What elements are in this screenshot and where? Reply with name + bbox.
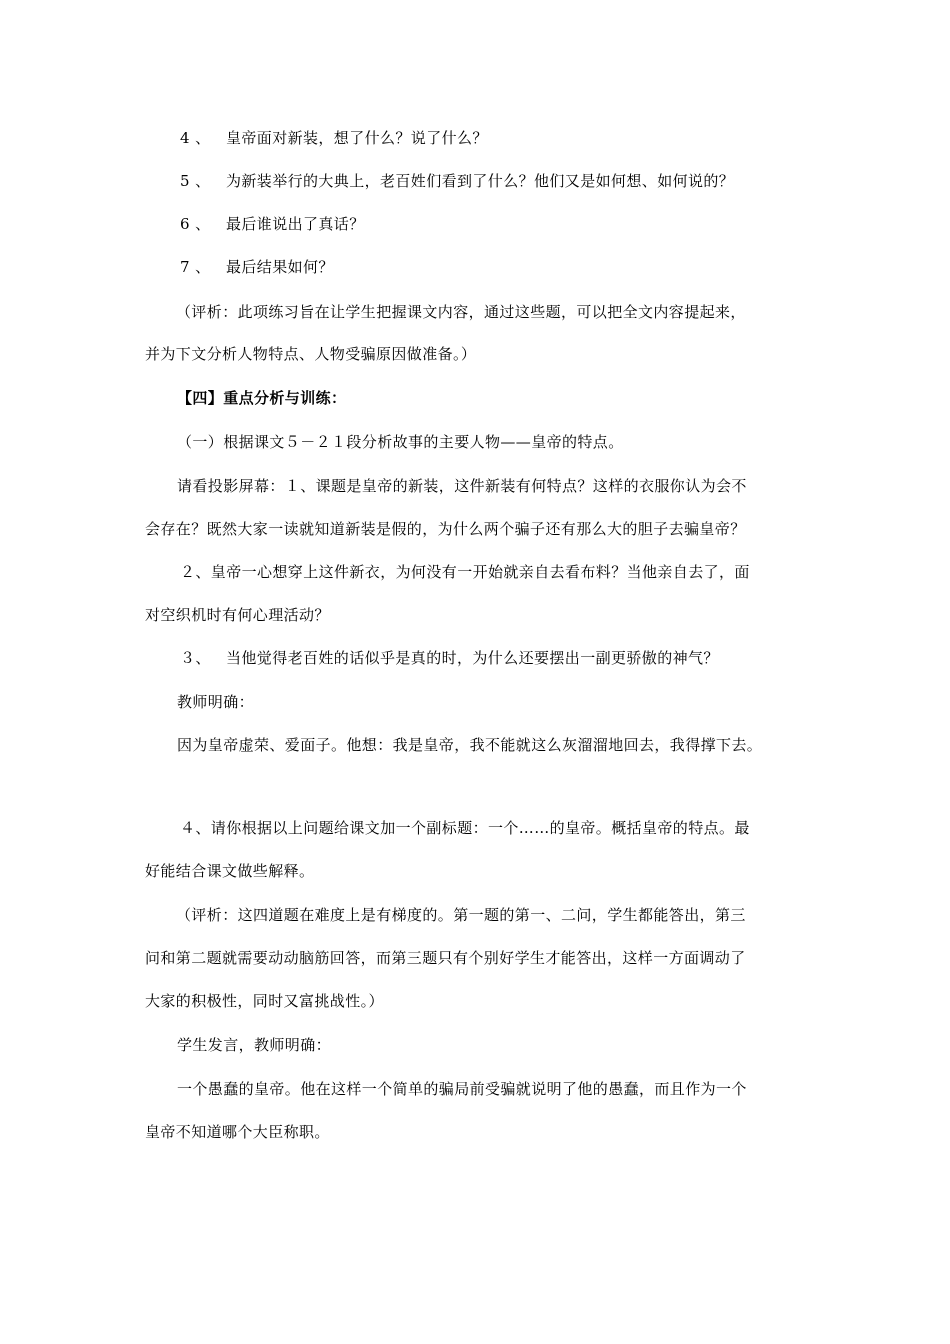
question-item: [180, 128, 488, 148]
paragraph-line: 请看投影屏幕：１、课题是皇帝的新装，这件新装有何特点？这样的衣服你认为会不: [177, 477, 747, 495]
question-text: 皇帝面对新装，想了什么？说了什么？: [226, 129, 488, 147]
paragraph-line: 一个愚蠢的皇帝。他在这样一个简单的骗局前受骗就说明了他的愚蠢，而且作为一个: [177, 1080, 747, 1098]
question-item: [180, 648, 719, 668]
paragraph-line: 会存在？既然大家一读就知道新装是假的，为什么两个骗子还有那么大的胆子去骗皇帝？: [145, 520, 746, 538]
question-number: 6 、: [180, 215, 211, 233]
section-heading: 【四】重点分析与训练：: [177, 389, 347, 407]
teacher-label: 学生发言，教师明确：: [177, 1036, 332, 1054]
comment-line: 大家的积极性，同时又富挑战性。）: [145, 992, 384, 1010]
comment-line: （评析：此项练习旨在让学生把握课文内容，通过这些题，可以把全文内容提起来，: [176, 303, 746, 321]
question-number: 5 、: [180, 172, 211, 190]
comment-line: （评析：这四道题在难度上是有梯度的。第一题的第一、二问，学生都能答出，第三: [176, 906, 746, 924]
paragraph-line: ４、请你根据以上问题给课文加一个副标题：一个……的皇帝。概括皇帝的特点。最: [180, 819, 750, 837]
question-text: 最后谁说出了真话？: [226, 215, 365, 233]
question-text: 当他觉得老百姓的话似乎是真的时，为什么还要摆出一副更骄傲的神气？: [226, 649, 719, 667]
question-number: 4 、: [180, 129, 211, 147]
question-text: 最后结果如何？: [226, 258, 334, 276]
paragraph-line: 好能结合课文做些解释。: [145, 862, 315, 880]
paragraph-line: 对空织机时有何心理活动？: [145, 606, 330, 624]
question-item: [180, 214, 365, 234]
teacher-label: 教师明确：: [177, 693, 255, 711]
question-number: ３、: [180, 649, 211, 667]
question-text: 为新装举行的大典上，老百姓们看到了什么？他们又是如何想、如何说的？: [226, 172, 735, 190]
teacher-answer: 因为皇帝虚荣、爱面子。他想：我是皇帝，我不能就这么灰溜溜地回去，我得撑下去。: [177, 736, 763, 754]
comment-line: 并为下文分析人物特点、人物受骗原因做准备。）: [145, 345, 477, 363]
question-number: 7 、: [180, 258, 211, 276]
question-item: [180, 171, 734, 191]
subsection-heading: （一）根据课文５－２１段分析故事的主要人物——皇帝的特点。: [177, 433, 624, 451]
paragraph-line: 皇帝不知道哪个大臣称职。: [145, 1123, 330, 1141]
question-item: [180, 257, 334, 277]
comment-line: 问和第二题就需要动动脑筋回答，而第三题只有个别好学生才能答出，这样一方面调动了: [145, 949, 746, 967]
paragraph-line: ２、皇帝一心想穿上这件新衣，为何没有一开始就亲自去看布料？当他亲自去了，面: [180, 563, 750, 581]
